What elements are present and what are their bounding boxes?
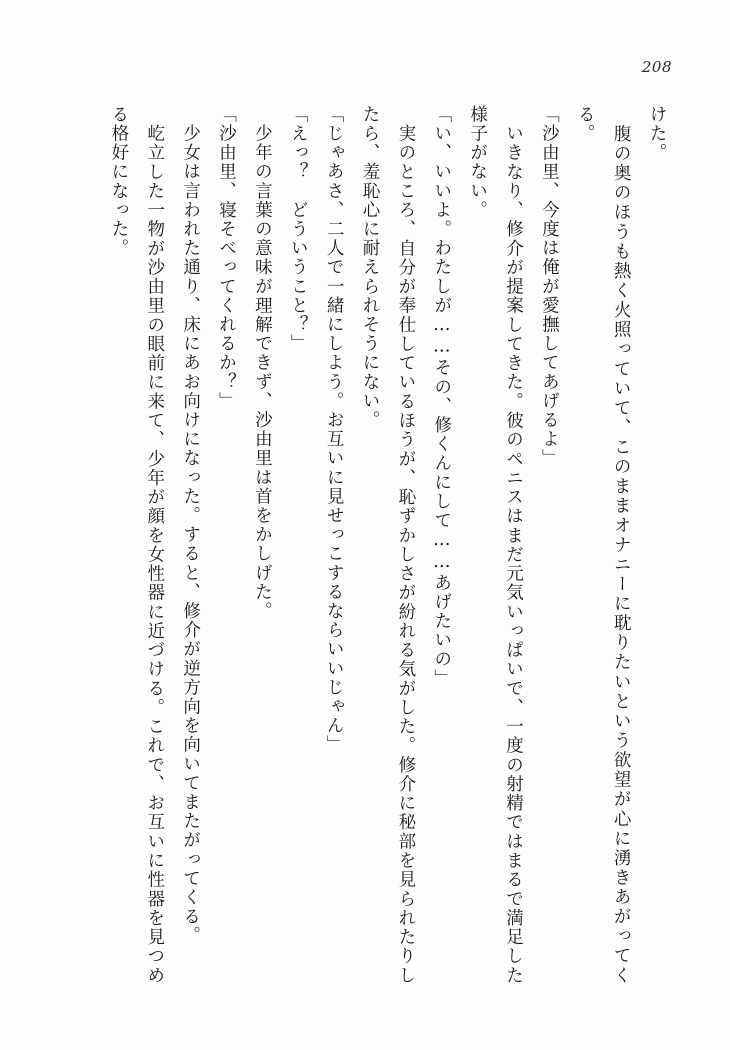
paragraph: 「じゃあさ、二人で一緒にしよう。お互いに見せっこするならいいじゃん」 — [324, 105, 345, 755]
paragraph: けた。 — [647, 105, 667, 163]
paragraph: 少女は言われた通り、床にあお向けになった。すると、修介が逆方向を向いてまたがってくる。 — [180, 105, 201, 946]
paragraph: 「えっ？ どういうこと？」 — [288, 105, 309, 354]
paragraph: 「沙由里、今度は俺が愛撫してあげるよ」 — [539, 105, 560, 468]
paragraph: 「い、いいよ。わたしが……その、修くんにして……あげたいの」 — [431, 105, 452, 688]
paragraph: 少年の言葉の意味が理解できず、沙由里は首をかしげた。 — [252, 105, 273, 621]
paragraph: 屹立した一物が沙由里の眼前に来て、少年が顔を女性器に近づける。これで、お互いに性器を見つめる格好になった。 — [108, 105, 165, 985]
page-number: 208 — [641, 58, 672, 76]
paragraph: 実のところ、自分が奉仕しているほうが、恥ずかしさが紛れる気がした。修介に秘部を見られたりしたら、羞恥心に耐えられそうにない。 — [360, 105, 416, 985]
page-body-text — [62, 105, 674, 985]
paragraph: 腹の奥のほうも熱く火照っていて、このままオナニーに耽りたいという欲望が心に湧きあがってくる。 — [575, 105, 632, 985]
paragraph: 「沙由里、寝そべってくれるか？」 — [216, 105, 237, 411]
paragraph: いきなり、修介が提案してきた。彼のペニスはまだ元気いっぱいで、一度の射精ではまるで満足した様子がない。 — [467, 105, 524, 985]
